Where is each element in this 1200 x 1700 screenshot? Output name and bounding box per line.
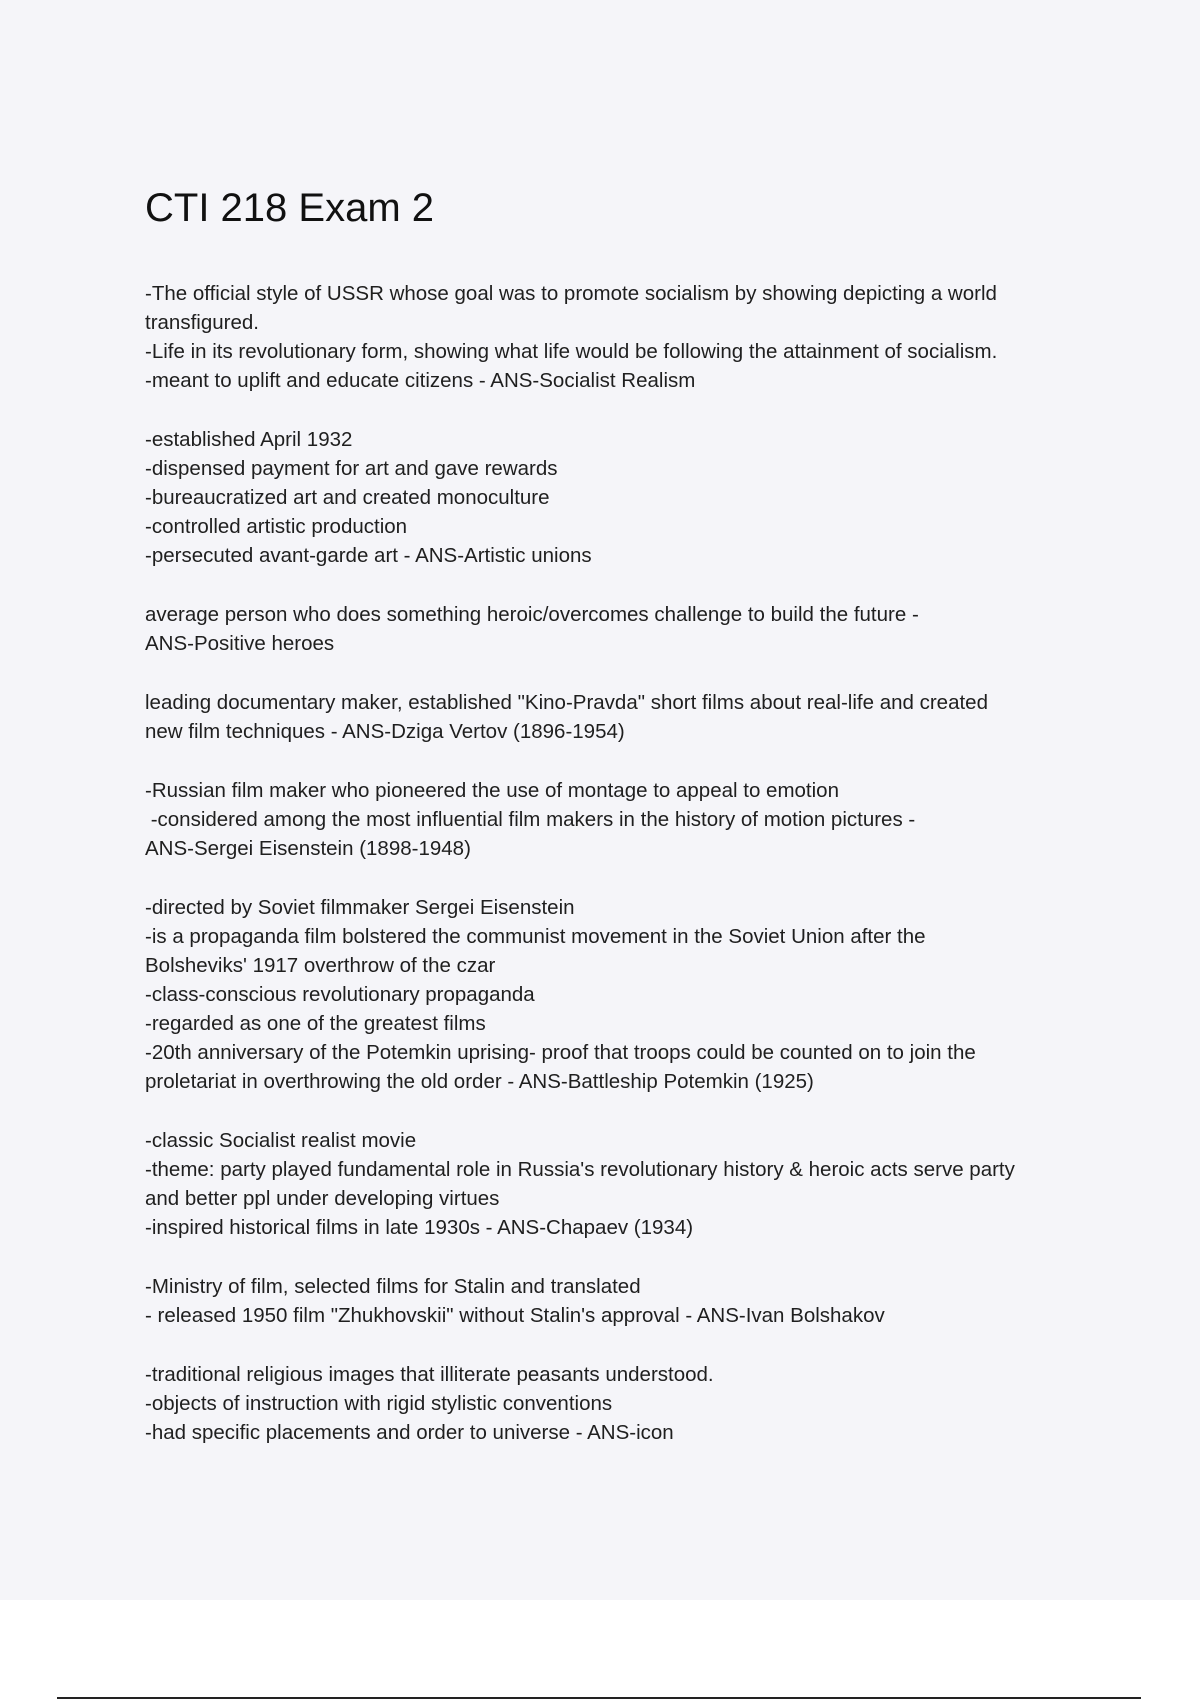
flashcard-line: -persecuted avant-garde art - ANS-Artistic unions <box>145 544 592 567</box>
flashcard-line: -dispensed payment for art and gave rewards <box>145 457 558 480</box>
flashcard-line: ANS-Positive heroes <box>145 632 335 655</box>
flashcard-entry <box>145 893 1105 1096</box>
flashcard-line: proletariat in overthrowing the old order - ANS-Battleship Potemkin (1925) <box>145 1070 814 1093</box>
flashcard-line: -20th anniversary of the Potemkin uprising- proof that troops could be counted on to join the <box>145 1041 976 1064</box>
flashcard-line: -class-conscious revolutionary propaganda <box>145 983 535 1006</box>
flashcard-line: -objects of instruction with rigid stylistic conventions <box>145 1392 613 1415</box>
flashcard-line: transfigured. <box>145 311 259 334</box>
flashcard-line: - released 1950 film "Zhukhovskii" without Stalin's approval - ANS-Ivan Bolshakov <box>145 1304 885 1327</box>
flashcard-line: -Life in its revolutionary form, showing what life would be following the attainment of socialism. <box>145 340 998 363</box>
flashcard-entry <box>145 600 1105 658</box>
flashcard-line: -Ministry of film, selected films for Stalin and translated <box>145 1275 641 1298</box>
flashcard-line: average person who does something heroic/overcomes challenge to build the future - <box>145 603 919 626</box>
flashcard-line: -had specific placements and order to universe - ANS-icon <box>145 1421 674 1444</box>
flashcard-entry <box>145 688 1105 746</box>
flashcard-entry <box>145 425 1105 570</box>
flashcard-line: -regarded as one of the greatest films <box>145 1012 486 1035</box>
flashcard-line: -traditional religious images that illiterate peasants understood. <box>145 1363 714 1386</box>
flashcard-line: -considered among the most influential film makers in the history of motion pictures - <box>145 808 916 831</box>
flashcard-line: leading documentary maker, established "Kino-Pravda" short films about real-life and created <box>145 691 988 714</box>
flashcard-line: new film techniques - ANS-Dziga Vertov (1896-1954) <box>145 720 625 743</box>
flashcard-entry <box>145 776 1105 863</box>
flashcard-entry <box>145 1360 1105 1447</box>
flashcard-line: -directed by Soviet filmmaker Sergei Eisenstein <box>145 896 575 919</box>
flashcard-line: -bureaucratized art and created monoculture <box>145 486 550 509</box>
flashcard-line: -Russian film maker who pioneered the use of montage to appeal to emotion <box>145 779 839 802</box>
flashcard-line: -The official style of USSR whose goal was to promote socialism by showing depicting a world <box>145 282 997 305</box>
flashcard-list <box>145 279 1105 1477</box>
flashcard-line: -is a propaganda film bolstered the communist movement in the Soviet Union after the <box>145 925 926 948</box>
flashcard-line: -classic Socialist realist movie <box>145 1129 417 1152</box>
page-title: CTI 218 Exam 2 <box>145 186 435 230</box>
footer-divider <box>57 1697 1141 1699</box>
flashcard-entry <box>145 1126 1105 1242</box>
flashcard-entry <box>145 279 1105 395</box>
flashcard-entry <box>145 1272 1105 1330</box>
flashcard-line: Bolsheviks' 1917 overthrow of the czar <box>145 954 496 977</box>
flashcard-line: -established April 1932 <box>145 428 353 451</box>
flashcard-line: -controlled artistic production <box>145 515 408 538</box>
flashcard-line: and better ppl under developing virtues <box>145 1187 500 1210</box>
flashcard-line: -theme: party played fundamental role in Russia's revolutionary history & heroic acts serve party <box>145 1158 1015 1181</box>
flashcard-line: -meant to uplift and educate citizens - ANS-Socialist Realism <box>145 369 696 392</box>
flashcard-line: -inspired historical films in late 1930s - ANS-Chapaev (1934) <box>145 1216 694 1239</box>
flashcard-line: ANS-Sergei Eisenstein (1898-1948) <box>145 837 471 860</box>
